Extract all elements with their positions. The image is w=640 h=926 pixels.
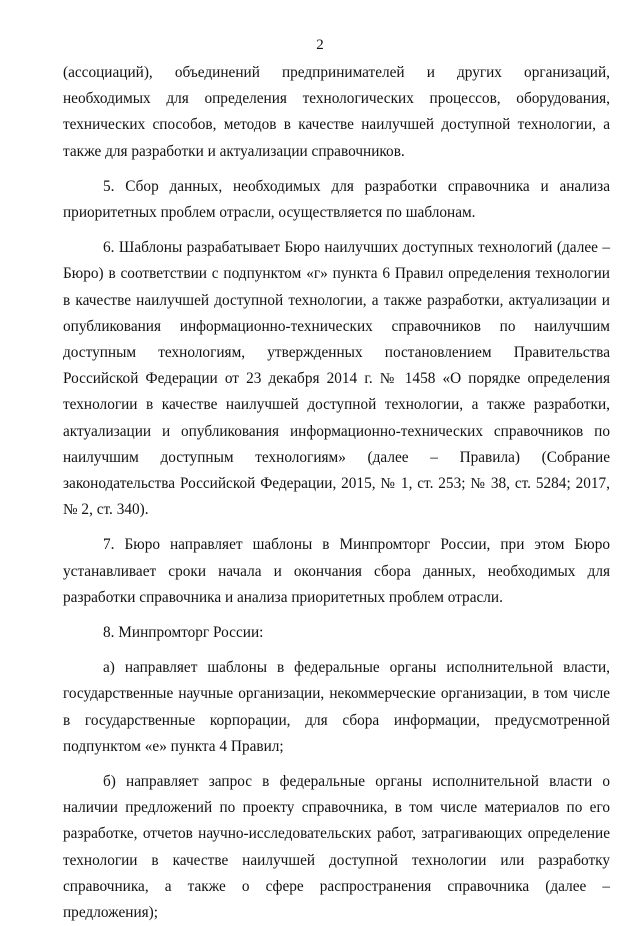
paragraph-continuation: (ассоциаций), объединений предпринимателей и других организаций, необходимых для определения технологических процессов, оборудования, технических способов, методов в качестве наилучшей доступной технологии, а также для разработки и актуализации справочников. [63,64,610,160]
paragraph-item-7: 7. Бюро направляет шаблоны в Минпромторг России, при этом Бюро устанавливает сроки начала и окончания сбора данных, необходимых для разработки справочника и анализа приоритетных проблем отрасли. [63,536,610,606]
paragraph-item-8a: а) направляет шаблоны в федеральные органы исполнительной власти, государственные научные организации, некоммерческие организации, в том числе в государственные корпорации, для сбора информации, предусмотренной подпунктом «е» пункта 4 Правил; [63,659,610,755]
page-number: 2 [316,37,324,53]
paragraph-item-6: 6. Шаблоны разрабатывает Бюро наилучших доступных технологий (далее – Бюро) в соответствии с подпунктом «г» пункта 6 Правил определения технологии в качестве наилучшей доступной технологии, а также разработки, актуализации и опубликования информационно-технических справочников по наилучшим доступным технологиям, утвержденных постановлением Правительства Российской Федерации от 23 декабря 2014 г. № 1458 «О порядке определения технологии в качестве наилучшей доступной технологии, а также разработки, актуализации и опубликования информационно-технических справочников по наилучшим доступным технологиям» (далее – Правила) (Собрание законодательства Российской Федерации, 2015, № 1, ст. 253; № 38, ст. 5284; 2017, № 2, ст. 340). [63,239,610,519]
paragraph-item-8: 8. Минпромторг России: [103,624,264,642]
paragraph-item-5: 5. Сбор данных, необходимых для разработки справочника и анализа приоритетных проблем отрасли, осуществляется по шаблонам. [63,177,610,222]
paragraph-item-8b: б) направляет запрос в федеральные органы исполнительной власти о наличии предложений по проекту справочника, в том числе материалов по его разработке, отчетов научно-исследовательских работ, затрагивающих определение технологии в качестве наилучшей доступной технологии или разработку справочника, а также о сфере распространения справочника (далее – предложения); [63,773,610,922]
document-body [63,60,610,926]
